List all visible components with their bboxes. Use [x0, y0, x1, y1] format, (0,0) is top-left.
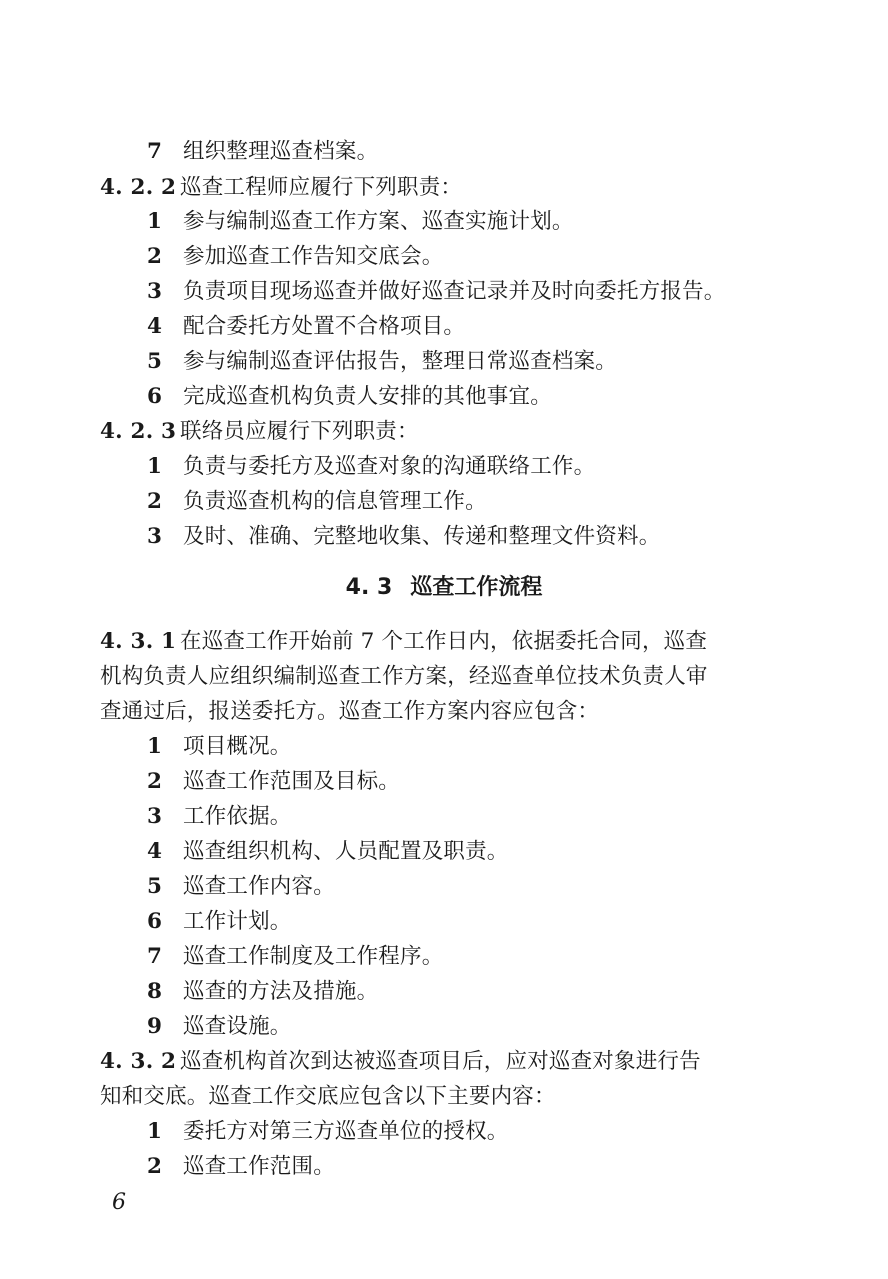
- clause-4-3-1-line: 4. 3. 1 在巡查工作开始前 7 个工作日内，依据委托合同，巡查: [100, 629, 708, 654]
- list-item: 2 巡查工作范围。: [147, 1154, 335, 1179]
- list-item: 9 巡查设施。: [147, 1014, 292, 1039]
- list-item: 7 巡查工作制度及工作程序。: [147, 944, 444, 969]
- list-item: 1 参与编制巡查工作方案、巡查实施计划。: [147, 209, 574, 234]
- list-item: 5 巡查工作内容。: [147, 874, 335, 899]
- list-item: 3 工作依据。: [147, 804, 292, 829]
- paragraph-line: 机构负责人应组织编制巡查工作方案，经巡查单位技术负责人审: [100, 664, 708, 689]
- section-heading-4-3: 4. 3 巡查工作流程: [345, 575, 543, 600]
- list-item: 3 负责项目现场巡查并做好巡查记录并及时向委托方报告。: [147, 279, 726, 304]
- list-item: 1 项目概况。: [147, 734, 292, 759]
- list-item: 3 及时、准确、完整地收集、传递和整理文件资料。: [147, 524, 661, 549]
- list-item: 2 参加巡查工作告知交底会。: [147, 244, 444, 269]
- clause-4-2-2: 4. 2. 2 巡查工程师应履行下列职责：: [100, 175, 463, 200]
- list-item: 4 巡查组织机构、人员配置及职责。: [147, 839, 509, 864]
- list-item: 2 负责巡查机构的信息管理工作。: [147, 489, 487, 514]
- list-item: 4 配合委托方处置不合格项目。: [147, 314, 466, 339]
- paragraph-line: 知和交底。巡查工作交底应包含以下主要内容：: [100, 1084, 556, 1109]
- list-item: 5 参与编制巡查评估报告，整理日常巡查档案。: [147, 349, 618, 374]
- list-item: 1 委托方对第三方巡查单位的授权。: [147, 1119, 509, 1144]
- clause-4-3-2-line: 4. 3. 2 巡查机构首次到达被巡查项目后，应对巡查对象进行告: [100, 1049, 701, 1074]
- list-item: 1 负责与委托方及巡查对象的沟通联络工作。: [147, 454, 596, 479]
- list-item: 6 完成巡查机构负责人安排的其他事宜。: [147, 384, 552, 409]
- clause-4-2-3: 4. 2. 3 联络员应履行下列职责：: [100, 419, 419, 444]
- list-item: 2 巡查工作范围及目标。: [147, 769, 401, 794]
- paragraph-line: 查通过后，报送委托方。巡查工作方案内容应包含：: [100, 699, 600, 724]
- list-item: 8 巡查的方法及措施。: [147, 979, 379, 1004]
- list-item: 7 组织整理巡查档案。: [147, 139, 379, 164]
- page-number: 6: [112, 1190, 126, 1215]
- list-item: 6 工作计划。: [147, 909, 292, 934]
